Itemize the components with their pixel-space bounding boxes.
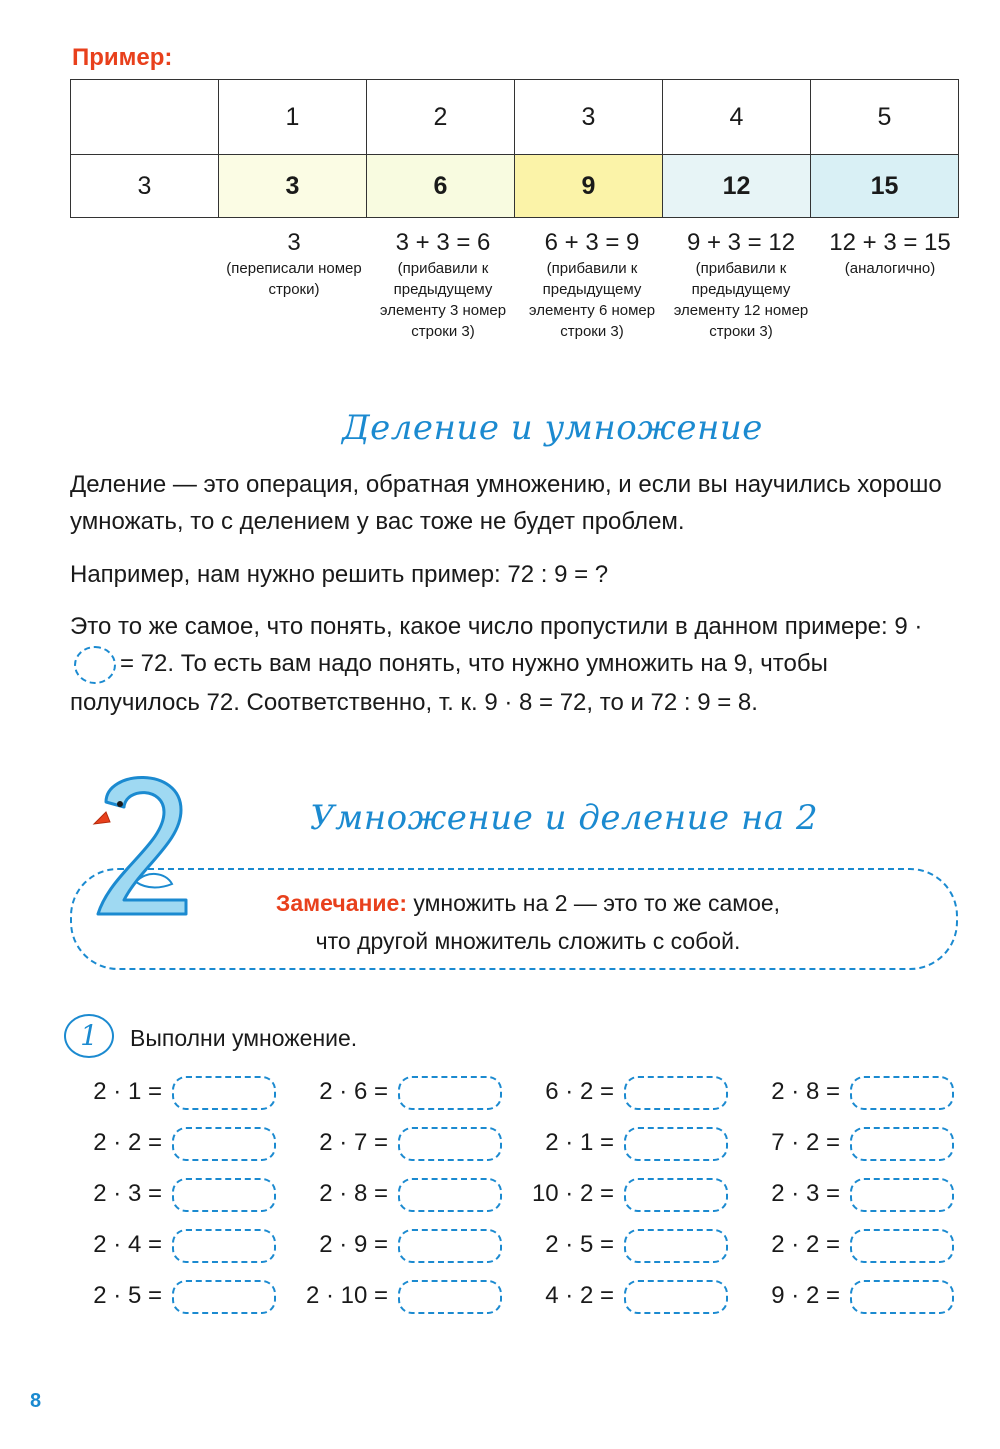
exercise-expression: 2 · 6 = <box>319 1078 388 1105</box>
table-cell: 3 <box>515 80 663 155</box>
answer-box[interactable] <box>624 1229 728 1263</box>
exercise-expression: 9 · 2 = <box>771 1282 840 1309</box>
exercise-expression: 2 · 1 = <box>545 1129 614 1156</box>
explanation-note: (прибавили к предыдущему элементу 6 номер строки 3) <box>528 260 656 340</box>
exercise-column <box>748 1074 968 1329</box>
answer-box[interactable] <box>850 1178 954 1212</box>
table-cell: 1 <box>219 80 367 155</box>
answer-box[interactable] <box>398 1229 502 1263</box>
exercise-expression: 2 · 8 = <box>771 1078 840 1105</box>
explanation <box>220 228 368 300</box>
explanation-equation: 3 + 3 = 6 <box>395 229 491 256</box>
explanation <box>518 228 666 342</box>
note-text <box>228 884 828 960</box>
explanation-equation: 9 + 3 = 12 <box>686 229 796 256</box>
exercise-column <box>296 1074 516 1329</box>
exercise-expression: 7 · 2 = <box>771 1129 840 1156</box>
exercise-row <box>296 1176 516 1227</box>
task-instruction: Выполни умножение. <box>130 1025 358 1051</box>
paragraph-part: = 72. То есть вам надо понять, что нужно умножить на 9, чтобы получилось 72. Соответственно, т. к. 9 · 8 = 72, то и 72 : 9 = 8. <box>70 650 828 716</box>
answer-box[interactable] <box>172 1178 276 1212</box>
note-line-text: умножить на 2 — это то же самое, <box>413 890 781 916</box>
exercise-expression: 2 · 2 = <box>93 1129 162 1156</box>
exercise-row <box>522 1074 742 1125</box>
note-line <box>228 884 828 922</box>
exercise-expression: 6 · 2 = <box>545 1078 614 1105</box>
note-label: Замечание: <box>275 890 407 916</box>
exercise-expression: 2 · 2 = <box>771 1231 840 1258</box>
answer-box[interactable] <box>850 1229 954 1263</box>
exercise-row <box>296 1074 516 1125</box>
exercise-row <box>748 1074 968 1125</box>
explanation-equation: 6 + 3 = 9 <box>544 229 640 256</box>
table-cell: 15 <box>811 155 959 218</box>
explanation-equation: 12 + 3 = 15 <box>829 229 951 256</box>
paragraph <box>70 608 960 721</box>
table-cell <box>71 80 219 155</box>
swan-number-2-icon <box>86 762 196 922</box>
exercise-expression: 2 · 5 = <box>545 1231 614 1258</box>
answer-box[interactable] <box>850 1076 954 1110</box>
exercise-expression: 2 · 8 = <box>319 1180 388 1207</box>
exercise-row <box>748 1278 968 1329</box>
table-cell: 5 <box>811 80 959 155</box>
exercise-column <box>522 1074 742 1329</box>
answer-box[interactable] <box>624 1076 728 1110</box>
answer-box[interactable] <box>398 1076 502 1110</box>
answer-box[interactable] <box>398 1280 502 1314</box>
answer-box[interactable] <box>850 1127 954 1161</box>
exercise-row <box>296 1125 516 1176</box>
section-title-multiply-by-2: Умножение и деление на 2 <box>310 798 819 838</box>
table-cell: 2 <box>367 80 515 155</box>
task-number-badge: 1 <box>64 1014 114 1058</box>
exercise-expression: 2 · 3 = <box>771 1180 840 1207</box>
exercise-expression: 2 · 4 = <box>93 1231 162 1258</box>
paragraph-part: Это то же самое, что понять, какое число пропустили в данном примере: 9 · <box>70 613 923 640</box>
answer-box[interactable] <box>398 1178 502 1212</box>
answer-box[interactable] <box>172 1280 276 1314</box>
section-title-division: Деление и умножение <box>342 408 763 448</box>
explanation <box>816 228 964 279</box>
paragraph: Например, нам нужно решить пример: 72 : 9 = ? <box>70 561 609 588</box>
exercise-expression: 2 · 7 = <box>319 1129 388 1156</box>
exercise-row <box>748 1125 968 1176</box>
answer-box[interactable] <box>172 1229 276 1263</box>
exercise-expression: 2 · 1 = <box>93 1078 162 1105</box>
table-cell: 9 <box>515 155 663 218</box>
exercise-row <box>70 1074 290 1125</box>
explanation-note: (прибавили к предыдущему элементу 3 номер строки 3) <box>379 260 507 340</box>
missing-number-placeholder <box>74 646 116 684</box>
exercise-row <box>522 1176 742 1227</box>
exercise-expression: 4 · 2 = <box>545 1282 614 1309</box>
table-cell: 3 <box>71 155 219 218</box>
exercise-row <box>296 1227 516 1278</box>
explanation-note: (переписали номер строки) <box>226 260 362 298</box>
exercise-row <box>522 1125 742 1176</box>
explanation <box>369 228 517 342</box>
explanation-note: (прибавили к предыдущему элементу 12 номер строки 3) <box>673 260 809 340</box>
exercise-row <box>70 1176 290 1227</box>
answer-box[interactable] <box>172 1127 276 1161</box>
table-cell: 4 <box>663 80 811 155</box>
exercise-expression: 10 · 2 = <box>531 1180 614 1207</box>
exercise-row <box>748 1176 968 1227</box>
table-cell: 6 <box>367 155 515 218</box>
exercise-expression: 2 · 9 = <box>319 1231 388 1258</box>
explanation <box>667 228 815 342</box>
exercise-row <box>296 1278 516 1329</box>
exercise-row <box>522 1278 742 1329</box>
page-number: 8 <box>30 1390 42 1412</box>
note-line: что другой множитель сложить с собой. <box>315 928 741 954</box>
explanation-equation: 3 <box>287 229 301 256</box>
exercise-row <box>70 1227 290 1278</box>
answer-box[interactable] <box>624 1178 728 1212</box>
table-cell: 3 <box>219 155 367 218</box>
exercise-row <box>748 1227 968 1278</box>
exercise-expression: 2 · 5 = <box>93 1282 162 1309</box>
answer-box[interactable] <box>850 1280 954 1314</box>
exercise-row <box>70 1278 290 1329</box>
example-label: Пример: <box>72 44 173 71</box>
exercise-row <box>70 1125 290 1176</box>
paragraph: Деление — это операция, обратная умножению, и если вы научились хорошо умножать, то с делением у вас тоже не будет проблем. <box>70 471 942 535</box>
answer-box[interactable] <box>398 1127 502 1161</box>
exercise-row <box>522 1227 742 1278</box>
answer-box[interactable] <box>624 1280 728 1314</box>
example-table <box>70 79 959 218</box>
table-cell: 12 <box>663 155 811 218</box>
exercise-expression: 2 · 10 = <box>305 1282 388 1309</box>
exercise-expression: 2 · 3 = <box>93 1180 162 1207</box>
exercise-column <box>70 1074 290 1329</box>
answer-box[interactable] <box>624 1127 728 1161</box>
explanation-note: (аналогично) <box>844 260 936 277</box>
answer-box[interactable] <box>172 1076 276 1110</box>
